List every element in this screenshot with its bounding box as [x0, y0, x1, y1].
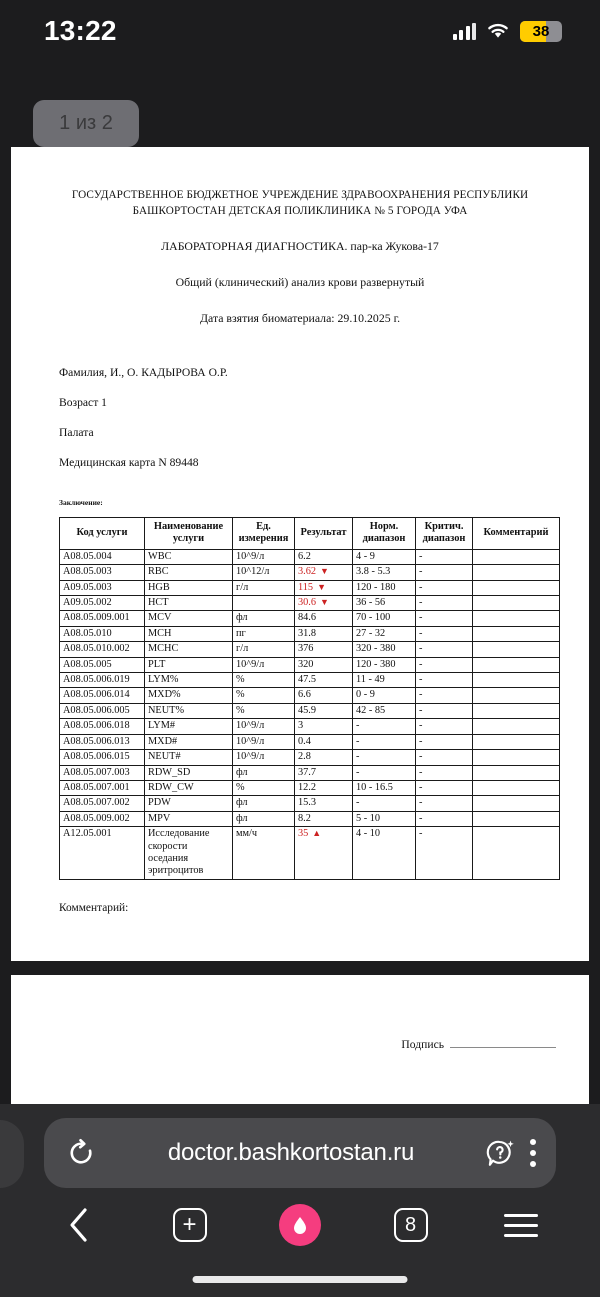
- table-row: [60, 796, 560, 811]
- cell-comment: [473, 827, 560, 880]
- status-bar-indicators: [453, 21, 563, 42]
- cell-comment: [473, 811, 560, 826]
- cell-norm: 0 - 9: [353, 688, 416, 703]
- cell-crit: -: [416, 703, 473, 718]
- more-options-icon[interactable]: [530, 1139, 536, 1167]
- cell-code: A08.05.010.002: [60, 642, 145, 657]
- cell-norm: 36 - 56: [353, 596, 416, 611]
- table-row: [60, 734, 560, 749]
- cell-code: A08.05.006.018: [60, 719, 145, 734]
- cell-comment: [473, 688, 560, 703]
- cell-crit: -: [416, 734, 473, 749]
- cell-comment: [473, 796, 560, 811]
- signature-label: Подпись: [401, 1038, 444, 1051]
- cell-name: LYM#: [145, 719, 233, 734]
- cell-name: MPV: [145, 811, 233, 826]
- cell-crit: -: [416, 657, 473, 672]
- cell-unit: %: [233, 688, 295, 703]
- table-row: [60, 580, 560, 595]
- cell-result: 3: [295, 719, 353, 734]
- table-row: [60, 549, 560, 564]
- cell-name: HCT: [145, 596, 233, 611]
- cell-code: A08.05.007.002: [60, 796, 145, 811]
- status-bar: [0, 0, 600, 62]
- table-header-row: [60, 518, 560, 550]
- cell-name: RDW_SD: [145, 765, 233, 780]
- plus-square-icon: +: [173, 1208, 207, 1242]
- cell-result: 84.6: [295, 611, 353, 626]
- cell-name: MXD%: [145, 688, 233, 703]
- alice-assistant-icon: [279, 1204, 321, 1246]
- patient-ward: Палата: [59, 426, 94, 439]
- cell-code: A08.05.006.013: [60, 734, 145, 749]
- cell-code: A08.05.007.003: [60, 765, 145, 780]
- cell-code: A08.05.007.001: [60, 780, 145, 795]
- cell-code: A08.05.006.005: [60, 703, 145, 718]
- cellular-signal-icon: [453, 23, 477, 40]
- cell-crit: -: [416, 611, 473, 626]
- th-name: Наименование услуги: [145, 518, 233, 550]
- url-bar[interactable]: [44, 1118, 556, 1188]
- adjacent-tab-peek[interactable]: [0, 1120, 24, 1188]
- cell-unit: мм/ч: [233, 827, 295, 880]
- cell-name: MCV: [145, 611, 233, 626]
- battery-percent-label: 38: [532, 22, 550, 40]
- cell-unit: фл: [233, 611, 295, 626]
- th-unit: Ед. измерения: [233, 518, 295, 550]
- cell-unit: %: [233, 673, 295, 688]
- signature-line: [450, 1047, 556, 1048]
- status-bar-clock: 13:22: [44, 15, 117, 46]
- cell-norm: -: [353, 734, 416, 749]
- cell-code: A08.05.010: [60, 626, 145, 641]
- cell-name: Исследование скорости оседания эритроцитов: [145, 827, 233, 880]
- cell-code: A08.05.006.019: [60, 673, 145, 688]
- browser-bottom-bar: [0, 1104, 600, 1297]
- cell-result: 12.2: [295, 780, 353, 795]
- cell-unit: 10^9/л: [233, 734, 295, 749]
- cell-crit: -: [416, 688, 473, 703]
- cell-result: 35 ▲: [295, 827, 353, 880]
- cell-comment: [473, 642, 560, 657]
- cell-unit: 10^12/л: [233, 565, 295, 580]
- cell-result: 37.7: [295, 765, 353, 780]
- value-low-arrow-icon: ▼: [320, 597, 329, 608]
- alice-assistant-button[interactable]: [277, 1202, 323, 1248]
- blood-test-results-table: [59, 517, 560, 880]
- cell-result: 45.9: [295, 703, 353, 718]
- new-tab-button[interactable]: [167, 1202, 213, 1248]
- menu-button[interactable]: [498, 1202, 544, 1248]
- cell-name: WBC: [145, 549, 233, 564]
- cell-result: 15.3: [295, 796, 353, 811]
- cell-code: A08.05.006.014: [60, 688, 145, 703]
- document-viewport[interactable]: [0, 147, 600, 1104]
- cell-comment: [473, 750, 560, 765]
- cell-norm: 4 - 10: [353, 827, 416, 880]
- cell-name: MXD#: [145, 734, 233, 749]
- cell-result: 3.62 ▼: [295, 565, 353, 580]
- table-row: [60, 811, 560, 826]
- th-norm: Норм. диапазон: [353, 518, 416, 550]
- assistant-help-icon[interactable]: [486, 1138, 516, 1168]
- cell-comment: [473, 549, 560, 564]
- table-row: [60, 688, 560, 703]
- cell-crit: -: [416, 780, 473, 795]
- table-row: [60, 780, 560, 795]
- cell-norm: 3.8 - 5.3: [353, 565, 416, 580]
- cell-unit: фл: [233, 765, 295, 780]
- table-row: [60, 703, 560, 718]
- page-counter-badge: 1 из 2: [33, 100, 139, 147]
- document-page-1: [11, 147, 589, 961]
- cell-crit: -: [416, 549, 473, 564]
- cell-comment: [473, 611, 560, 626]
- reload-icon[interactable]: [66, 1138, 96, 1168]
- organization-title: [59, 187, 541, 219]
- table-row: [60, 827, 560, 880]
- cell-norm: 5 - 10: [353, 811, 416, 826]
- cell-result: 320: [295, 657, 353, 672]
- th-code: Код услуги: [60, 518, 145, 550]
- organization-title-line-2: БАШКОРТОСТАН ДЕТСКАЯ ПОЛИКЛИНИКА № 5 ГОРОДА УФА: [132, 205, 468, 217]
- value-high-arrow-icon: ▲: [312, 828, 322, 839]
- cell-norm: 120 - 180: [353, 580, 416, 595]
- cell-comment: [473, 780, 560, 795]
- cell-result: 31.8: [295, 626, 353, 641]
- patient-medical-card: Медицинская карта N 89448: [59, 456, 199, 469]
- cell-name: NEUT#: [145, 750, 233, 765]
- cell-norm: 42 - 85: [353, 703, 416, 718]
- battery-icon: [520, 21, 562, 42]
- th-crit: Критич. диапазон: [416, 518, 473, 550]
- comment-label: Комментарий:: [59, 901, 129, 914]
- cell-norm: -: [353, 765, 416, 780]
- url-text[interactable]: doctor.bashkortostan.ru: [167, 1139, 415, 1166]
- cell-comment: [473, 657, 560, 672]
- cell-crit: -: [416, 580, 473, 595]
- table-row: [60, 673, 560, 688]
- back-button[interactable]: [56, 1202, 102, 1248]
- cell-crit: -: [416, 827, 473, 880]
- cell-name: RBC: [145, 565, 233, 580]
- cell-name: MCH: [145, 626, 233, 641]
- cell-comment: [473, 734, 560, 749]
- hamburger-menu-icon: [504, 1214, 538, 1237]
- cell-result: 6.6: [295, 688, 353, 703]
- table-row: [60, 611, 560, 626]
- cell-comment: [473, 596, 560, 611]
- laboratory-line: ЛАБОРАТОРНАЯ ДИАГНОСТИКА. пар-ка Жукова-17: [161, 239, 439, 253]
- cell-norm: 11 - 49: [353, 673, 416, 688]
- cell-result: 47.5: [295, 673, 353, 688]
- browser-toolbar: [0, 1190, 600, 1260]
- cell-code: A08.05.006.015: [60, 750, 145, 765]
- table-row: [60, 596, 560, 611]
- cell-unit: фл: [233, 796, 295, 811]
- cell-comment: [473, 626, 560, 641]
- cell-result: 2.8: [295, 750, 353, 765]
- cell-crit: -: [416, 565, 473, 580]
- cell-comment: [473, 565, 560, 580]
- sample-date: Дата взятия биоматериала: 29.10.2025 г.: [199, 311, 401, 325]
- cell-norm: 10 - 16.5: [353, 780, 416, 795]
- cell-norm: -: [353, 719, 416, 734]
- table-header: [60, 518, 560, 550]
- cell-result: 115 ▼: [295, 580, 353, 595]
- document-page-2: [11, 975, 589, 1104]
- tab-switcher-button[interactable]: [388, 1202, 434, 1248]
- cell-comment: [473, 703, 560, 718]
- cell-unit: [233, 596, 295, 611]
- cell-code: A12.05.001: [60, 827, 145, 880]
- cell-unit: г/л: [233, 580, 295, 595]
- cell-comment: [473, 765, 560, 780]
- cell-code: A08.05.004: [60, 549, 145, 564]
- cell-code: A09.05.002: [60, 596, 145, 611]
- signature-row: [401, 1038, 556, 1051]
- table-row: [60, 565, 560, 580]
- analysis-title: Общий (клинический) анализ крови развернутый: [175, 275, 425, 289]
- cell-code: A08.05.009.002: [60, 811, 145, 826]
- cell-name: LYM%: [145, 673, 233, 688]
- cell-norm: 70 - 100: [353, 611, 416, 626]
- cell-norm: -: [353, 796, 416, 811]
- cell-name: PLT: [145, 657, 233, 672]
- cell-crit: -: [416, 796, 473, 811]
- cell-crit: -: [416, 673, 473, 688]
- cell-unit: 10^9/л: [233, 549, 295, 564]
- table-row: [60, 626, 560, 641]
- cell-result: 30.6 ▼: [295, 596, 353, 611]
- cell-name: HGB: [145, 580, 233, 595]
- patient-age: Возраст 1: [59, 396, 107, 409]
- cell-unit: %: [233, 780, 295, 795]
- cell-result: 8.2: [295, 811, 353, 826]
- patient-info-block: [59, 366, 541, 469]
- cell-norm: -: [353, 750, 416, 765]
- cell-name: NEUT%: [145, 703, 233, 718]
- wifi-icon: [486, 22, 510, 40]
- cell-comment: [473, 719, 560, 734]
- table-row: [60, 750, 560, 765]
- cell-crit: -: [416, 596, 473, 611]
- table-row: [60, 657, 560, 672]
- table-row: [60, 765, 560, 780]
- patient-name: Фамилия, И., О. КАДЫРОВА О.Р.: [59, 366, 228, 379]
- cell-unit: 10^9/л: [233, 657, 295, 672]
- page-separator: [0, 961, 600, 975]
- cell-unit: г/л: [233, 642, 295, 657]
- cell-result: 6.2: [295, 549, 353, 564]
- cell-name: PDW: [145, 796, 233, 811]
- table-row: [60, 642, 560, 657]
- cell-unit: фл: [233, 811, 295, 826]
- cell-norm: 27 - 32: [353, 626, 416, 641]
- table-body: [60, 549, 560, 879]
- cell-crit: -: [416, 811, 473, 826]
- cell-crit: -: [416, 626, 473, 641]
- cell-unit: 10^9/л: [233, 719, 295, 734]
- value-low-arrow-icon: ▼: [320, 566, 329, 577]
- conclusion-label: Заключение:: [59, 498, 103, 507]
- cell-name: MCHC: [145, 642, 233, 657]
- cell-code: A08.05.009.001: [60, 611, 145, 626]
- cell-result: 0.4: [295, 734, 353, 749]
- cell-norm: 320 - 380: [353, 642, 416, 657]
- cell-unit: пг: [233, 626, 295, 641]
- cell-unit: 10^9/л: [233, 750, 295, 765]
- cell-crit: -: [416, 750, 473, 765]
- cell-code: A08.05.005: [60, 657, 145, 672]
- value-low-arrow-icon: ▼: [317, 581, 326, 592]
- cell-crit: -: [416, 642, 473, 657]
- cell-name: RDW_CW: [145, 780, 233, 795]
- cell-crit: -: [416, 719, 473, 734]
- cell-comment: [473, 673, 560, 688]
- th-comment: Комментарий: [473, 518, 560, 550]
- home-indicator: [193, 1276, 408, 1283]
- chevron-left-icon: [66, 1206, 92, 1244]
- cell-norm: 4 - 9: [353, 549, 416, 564]
- table-row: [60, 719, 560, 734]
- cell-crit: -: [416, 765, 473, 780]
- cell-code: A08.05.003: [60, 565, 145, 580]
- cell-norm: 120 - 380: [353, 657, 416, 672]
- cell-code: A09.05.003: [60, 580, 145, 595]
- organization-title-line-1: ГОСУДАРСТВЕННОЕ БЮДЖЕТНОЕ УЧРЕЖДЕНИЕ ЗДРАВООХРАНЕНИЯ РЕСПУБЛИКИ: [71, 189, 529, 201]
- cell-comment: [473, 580, 560, 595]
- tab-count-badge: 8: [394, 1208, 428, 1242]
- cell-result: 376: [295, 642, 353, 657]
- th-result: Результат: [295, 518, 353, 550]
- cell-unit: %: [233, 703, 295, 718]
